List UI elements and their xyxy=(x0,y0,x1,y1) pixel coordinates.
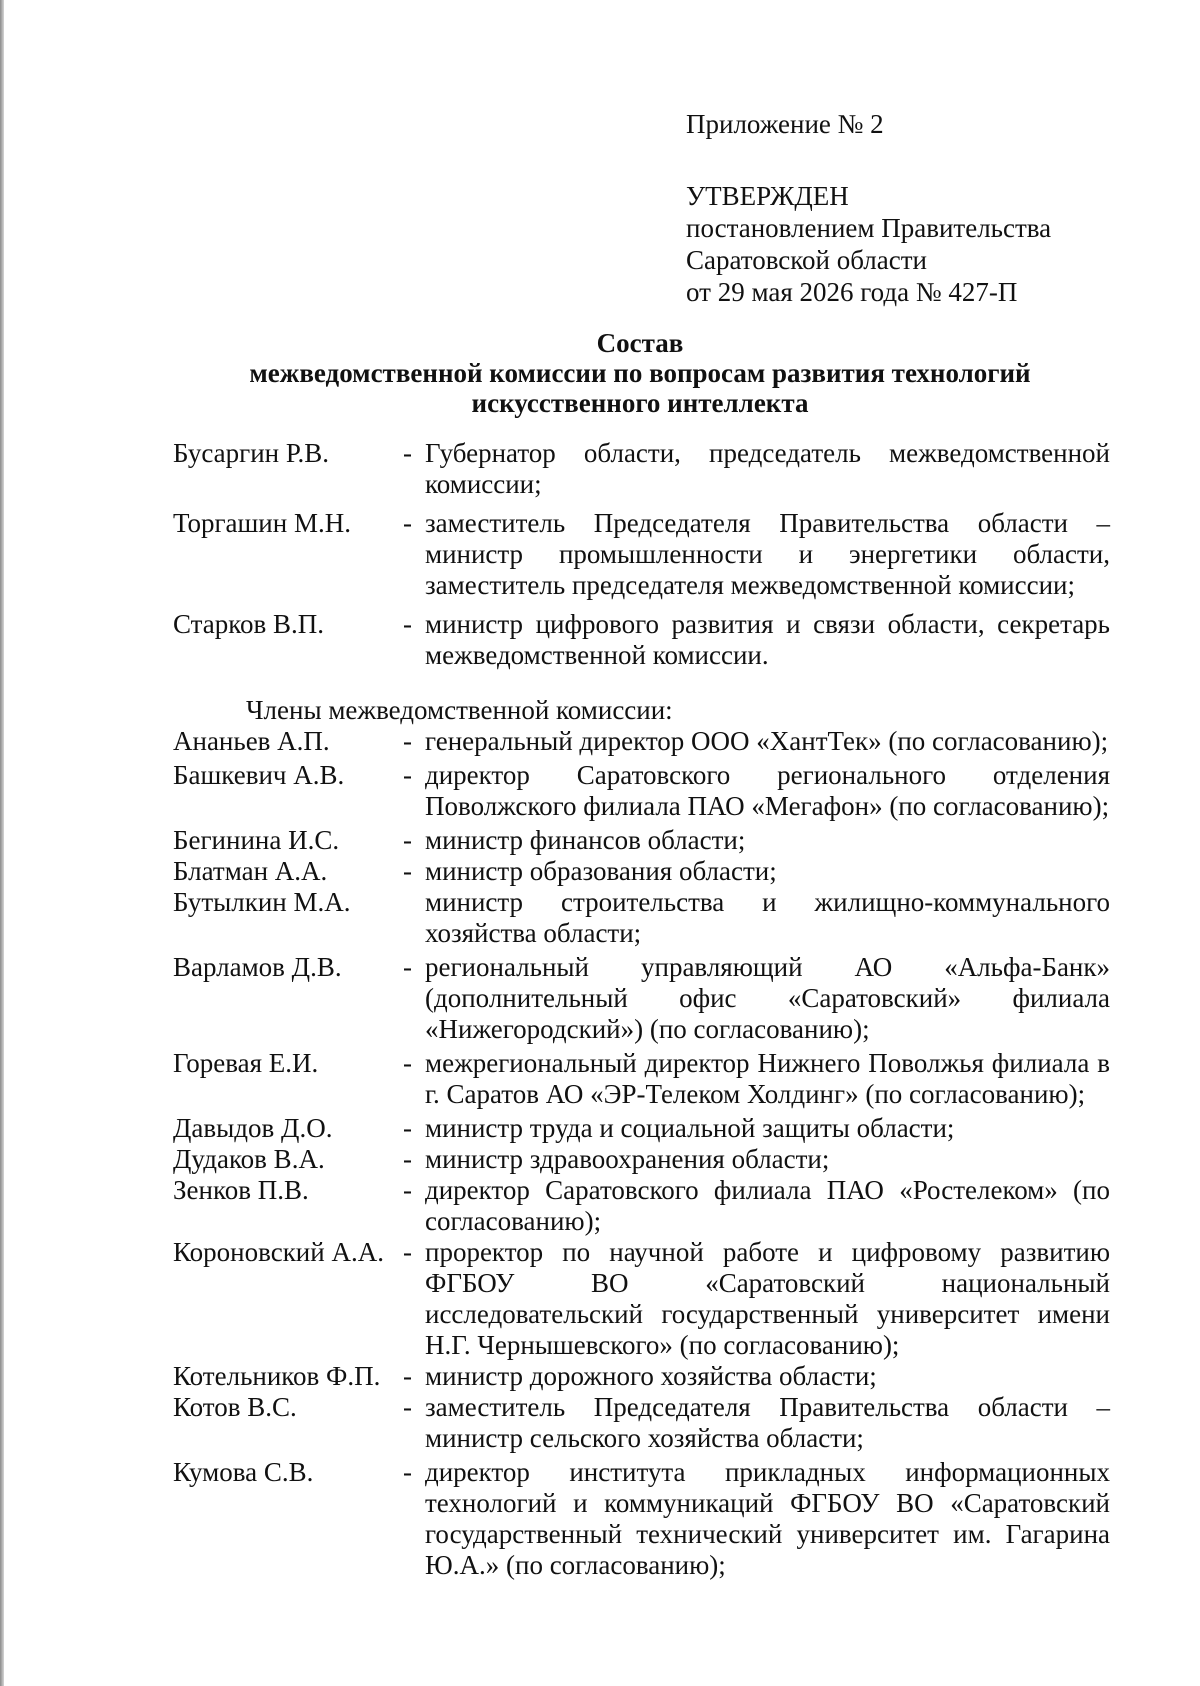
member-name: Старков В.П. xyxy=(173,609,325,639)
roster-row xyxy=(173,1144,1110,1175)
member-name: Горевая Е.И. xyxy=(173,1048,319,1078)
member-role: министр труда и социальной защиты области; xyxy=(425,1113,955,1143)
member-name: Котов В.С. xyxy=(173,1392,297,1422)
member-role: директор Саратовского филиала ПАО «Ростелеком» (по согласованию); xyxy=(425,1175,1110,1236)
dash-separator: - xyxy=(403,825,412,855)
dash-separator: - xyxy=(403,1392,412,1422)
roster-row xyxy=(173,887,1110,949)
member-role: директор Саратовского регионального отделения Поволжского филиала ПАО «Мегафон» (по согласованию); xyxy=(425,760,1110,821)
member-role: министр строительства и жилищно-коммунального хозяйства области; xyxy=(425,887,1110,948)
member-role: проректор по научной работе и цифровому развитию ФГБОУ ВО «Саратовский национальный исследовательский государственный университет имени Н.Г. Чернышевского» (по согласованию); xyxy=(425,1237,1110,1360)
dash-separator: - xyxy=(403,1175,412,1205)
members-list xyxy=(173,726,1110,1581)
member-name: Бутылкин М.А. xyxy=(173,887,351,917)
dash-separator: - xyxy=(403,438,412,468)
roster-row xyxy=(173,760,1110,822)
scan-edge xyxy=(0,0,4,1686)
roster-row xyxy=(173,1392,1110,1454)
member-role: заместитель Председателя Правительства области – министр сельского хозяйства области; xyxy=(425,1392,1110,1453)
member-role: Губернатор области, председатель межведомственной комиссии; xyxy=(425,438,1110,499)
dash-separator: - xyxy=(403,1457,412,1487)
member-role: министр финансов области; xyxy=(425,825,746,855)
leadership-list xyxy=(173,438,1110,671)
appendix-number: Приложение № 2 xyxy=(686,109,884,139)
member-name: Зенков П.В. xyxy=(173,1175,309,1205)
member-role: министр образования области; xyxy=(425,856,777,886)
member-name: Короновский А.А. xyxy=(173,1237,384,1267)
member-name: Торгашин М.Н. xyxy=(173,508,351,538)
roster-row xyxy=(173,856,1110,887)
dash-separator: - xyxy=(403,508,412,538)
member-name: Варламов Д.В. xyxy=(173,952,342,982)
dash-separator: - xyxy=(403,952,412,982)
approval-block xyxy=(686,108,1051,308)
dash-separator: - xyxy=(403,1113,412,1143)
resolution-line-1: постановлением Правительства xyxy=(686,213,1052,243)
member-role: заместитель Председателя Правительства области – министр промышленности и энергетики области, заместитель председателя межведомственной комиссии; xyxy=(425,508,1110,600)
resolution-line-3: от 29 мая 2026 года № 427-П xyxy=(686,277,1018,307)
document-title xyxy=(200,328,1080,418)
member-role: региональный управляющий АО «Альфа-Банк» (дополнительный офис «Саратовский» филиала «Нижегородский») (по согласованию); xyxy=(425,952,1110,1044)
roster-row xyxy=(173,825,1110,856)
title-line-2: межведомственной комиссии по вопросам развития технологий xyxy=(249,358,1031,388)
member-role: министр цифрового развития и связи области, секретарь межведомственной комиссии. xyxy=(425,609,1110,670)
roster-row xyxy=(173,508,1110,601)
roster-row xyxy=(173,1361,1110,1392)
title-line-3: искусственного интеллекта xyxy=(471,388,809,418)
roster-row xyxy=(173,609,1110,671)
roster-row xyxy=(173,1048,1110,1110)
roster-row xyxy=(173,1113,1110,1144)
resolution-line-2: Саратовской области xyxy=(686,245,927,275)
dash-separator xyxy=(403,887,425,949)
member-role: генеральный директор ООО «ХантТек» (по согласованию); xyxy=(425,726,1109,756)
member-role: министр здравоохранения области; xyxy=(425,1144,830,1174)
title-line-1: Состав xyxy=(596,328,684,358)
dash-separator: - xyxy=(403,856,412,886)
member-name: Бусаргин Р.В. xyxy=(173,438,330,468)
member-name: Давыдов Д.О. xyxy=(173,1113,333,1143)
member-role: межрегиональный директор Нижнего Поволжья филиала в г. Саратов АО «ЭР-Телеком Холдинг» (по согласованию); xyxy=(425,1048,1110,1109)
member-name: Ананьев А.П. xyxy=(173,726,330,756)
dash-separator: - xyxy=(403,609,412,639)
member-name: Котельников Ф.П. xyxy=(173,1361,381,1391)
dash-separator: - xyxy=(403,1144,412,1174)
member-name: Бегинина И.С. xyxy=(173,825,340,855)
dash-separator: - xyxy=(403,1048,412,1078)
dash-separator: - xyxy=(403,1361,412,1391)
member-role: директор института прикладных информационных технологий и коммуникаций ФГБОУ ВО «Саратовский государственный технический университет им. Гагарина Ю.А.» (по согласованию); xyxy=(425,1457,1110,1580)
members-heading: Члены межведомственной комиссии: xyxy=(246,695,673,725)
member-name: Башкевич А.В. xyxy=(173,760,345,790)
dash-separator: - xyxy=(403,726,412,756)
member-name: Дудаков В.А. xyxy=(173,1144,325,1174)
dash-separator: - xyxy=(403,1237,412,1267)
roster-row xyxy=(173,952,1110,1045)
member-name: Кумова С.В. xyxy=(173,1457,314,1487)
roster-row xyxy=(173,1175,1110,1237)
approved-stamp-text: УТВЕРЖДЕН xyxy=(686,181,849,211)
member-role: министр дорожного хозяйства области; xyxy=(425,1361,877,1391)
roster-row xyxy=(173,438,1110,500)
roster-row xyxy=(173,1457,1110,1581)
dash-separator: - xyxy=(403,760,412,790)
roster-row xyxy=(173,1237,1110,1361)
roster-row xyxy=(173,726,1110,757)
member-name: Блатман А.А. xyxy=(173,856,328,886)
